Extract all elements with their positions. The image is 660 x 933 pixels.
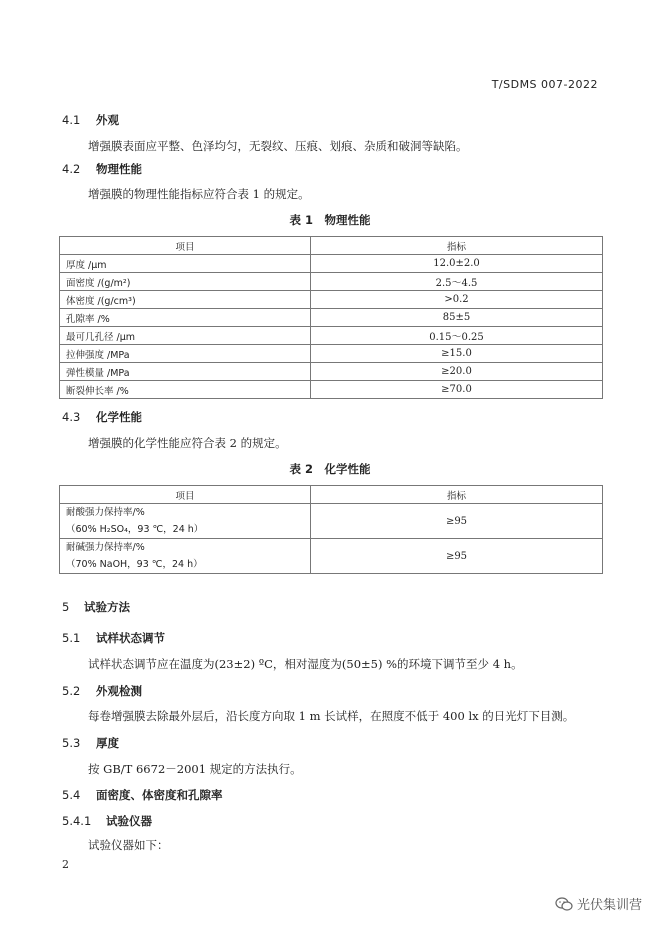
table-row <box>60 345 603 363</box>
table-row <box>60 309 603 327</box>
row-item-name: 耐碱强力保持率/% <box>66 542 145 553</box>
table-1-caption: 表 1 物理性能 <box>289 213 371 227</box>
table-row <box>60 291 603 309</box>
header-index: 指标 <box>311 237 603 255</box>
row-item: 拉伸强度 /MPa <box>60 345 311 363</box>
section-number: 4.3 <box>62 410 81 424</box>
header-index: 指标 <box>311 486 603 504</box>
row-value: 0.15～0.25 <box>311 327 603 345</box>
document-code: T/SDMS 007-2022 <box>491 78 598 91</box>
page-number: 2 <box>62 858 69 871</box>
row-item: 弹性模量 /MPa <box>60 363 311 381</box>
table-row <box>60 255 603 273</box>
row-value: ≥95 <box>311 539 603 574</box>
header-item: 项目 <box>60 486 311 504</box>
section-title: 外观 <box>96 113 119 127</box>
section-5-2-heading <box>62 683 142 699</box>
table-row <box>60 504 603 539</box>
section-5-3-text: 按 GB/T 6672－2001 规定的方法执行。 <box>88 762 302 776</box>
table-row <box>60 381 603 399</box>
section-number: 5 <box>62 600 70 614</box>
row-item: 体密度 /(g/cm³) <box>60 291 311 309</box>
section-title: 试验仪器 <box>106 814 152 828</box>
section-number: 5.3 <box>62 736 81 750</box>
row-item <box>60 539 311 574</box>
section-title: 物理性能 <box>96 162 142 176</box>
table-row <box>60 539 603 574</box>
row-value: 12.0±2.0 <box>311 255 603 273</box>
table-chemical-properties <box>59 485 603 574</box>
row-item: 最可几孔径 /μm <box>60 327 311 345</box>
row-value: 85±5 <box>311 309 603 327</box>
row-value: 2.5～4.5 <box>311 273 603 291</box>
section-5-4-1-text: 试验仪器如下： <box>88 838 169 852</box>
section-number: 4.1 <box>62 113 81 127</box>
section-4-2-heading <box>62 161 142 177</box>
section-title: 试验方法 <box>84 600 130 614</box>
section-5-4-1-heading <box>62 813 152 829</box>
section-5-3-heading <box>62 735 119 751</box>
section-5-2-text: 每卷增强膜去除最外层后，沿长度方向取 1 m 长试样，在照度不低于 400 lx 的日光灯下目测。 <box>88 709 575 723</box>
row-item-name: 耐酸强力保持率/% <box>66 507 145 518</box>
section-4-3-heading <box>62 409 142 425</box>
section-4-2-text: 增强膜的物理性能指标应符合表 1 的规定。 <box>88 187 310 201</box>
section-5-4-heading <box>62 787 223 803</box>
header-item: 项目 <box>60 237 311 255</box>
row-item: 面密度 /(g/m²) <box>60 273 311 291</box>
section-5-1-heading <box>62 630 165 646</box>
section-4-1-text: 增强膜表面应平整、色泽均匀，无裂纹、压痕、划痕、杂质和破洞等缺陷。 <box>88 139 468 153</box>
section-title: 化学性能 <box>96 410 142 424</box>
section-number: 4.2 <box>62 162 81 176</box>
section-title: 外观检测 <box>96 684 142 698</box>
section-number: 5.1 <box>62 631 81 645</box>
watermark <box>555 894 642 913</box>
section-5-1-text: 试样状态调节应在温度为(23±2) ºC，相对湿度为(50±5) %的环境下调节至少 4 h。 <box>88 657 523 671</box>
row-item: 断裂伸长率 /% <box>60 381 311 399</box>
section-number: 5.4 <box>62 788 81 802</box>
row-value: ≥95 <box>311 504 603 539</box>
section-5-heading <box>62 599 130 615</box>
section-number: 5.2 <box>62 684 81 698</box>
section-title: 试样状态调节 <box>96 631 165 645</box>
table-header-row <box>60 237 603 255</box>
row-item: 厚度 /μm <box>60 255 311 273</box>
table-physical-properties <box>59 236 603 399</box>
row-value: ≥20.0 <box>311 363 603 381</box>
section-title: 面密度、体密度和孔隙率 <box>96 788 223 802</box>
row-item-condition: （60% H₂SO₄，93 ℃，24 h） <box>66 524 204 535</box>
watermark-text: 光伏集训营 <box>576 898 642 913</box>
row-value: ≥15.0 <box>311 345 603 363</box>
section-title: 厚度 <box>96 736 119 750</box>
row-item-condition: （70% NaOH，93 ℃，24 h） <box>66 559 203 570</box>
table-row <box>60 363 603 381</box>
row-value: ≥70.0 <box>311 381 603 399</box>
wechat-icon <box>555 897 573 911</box>
row-item: 孔隙率 /% <box>60 309 311 327</box>
section-4-3-text: 增强膜的化学性能应符合表 2 的规定。 <box>88 436 287 450</box>
section-4-1-heading <box>62 112 119 128</box>
row-value: >0.2 <box>311 291 603 309</box>
table-2-caption: 表 2 化学性能 <box>289 462 371 476</box>
table-header-row <box>60 486 603 504</box>
row-item <box>60 504 311 539</box>
table-row <box>60 327 603 345</box>
section-number: 5.4.1 <box>62 814 92 828</box>
table-row <box>60 273 603 291</box>
